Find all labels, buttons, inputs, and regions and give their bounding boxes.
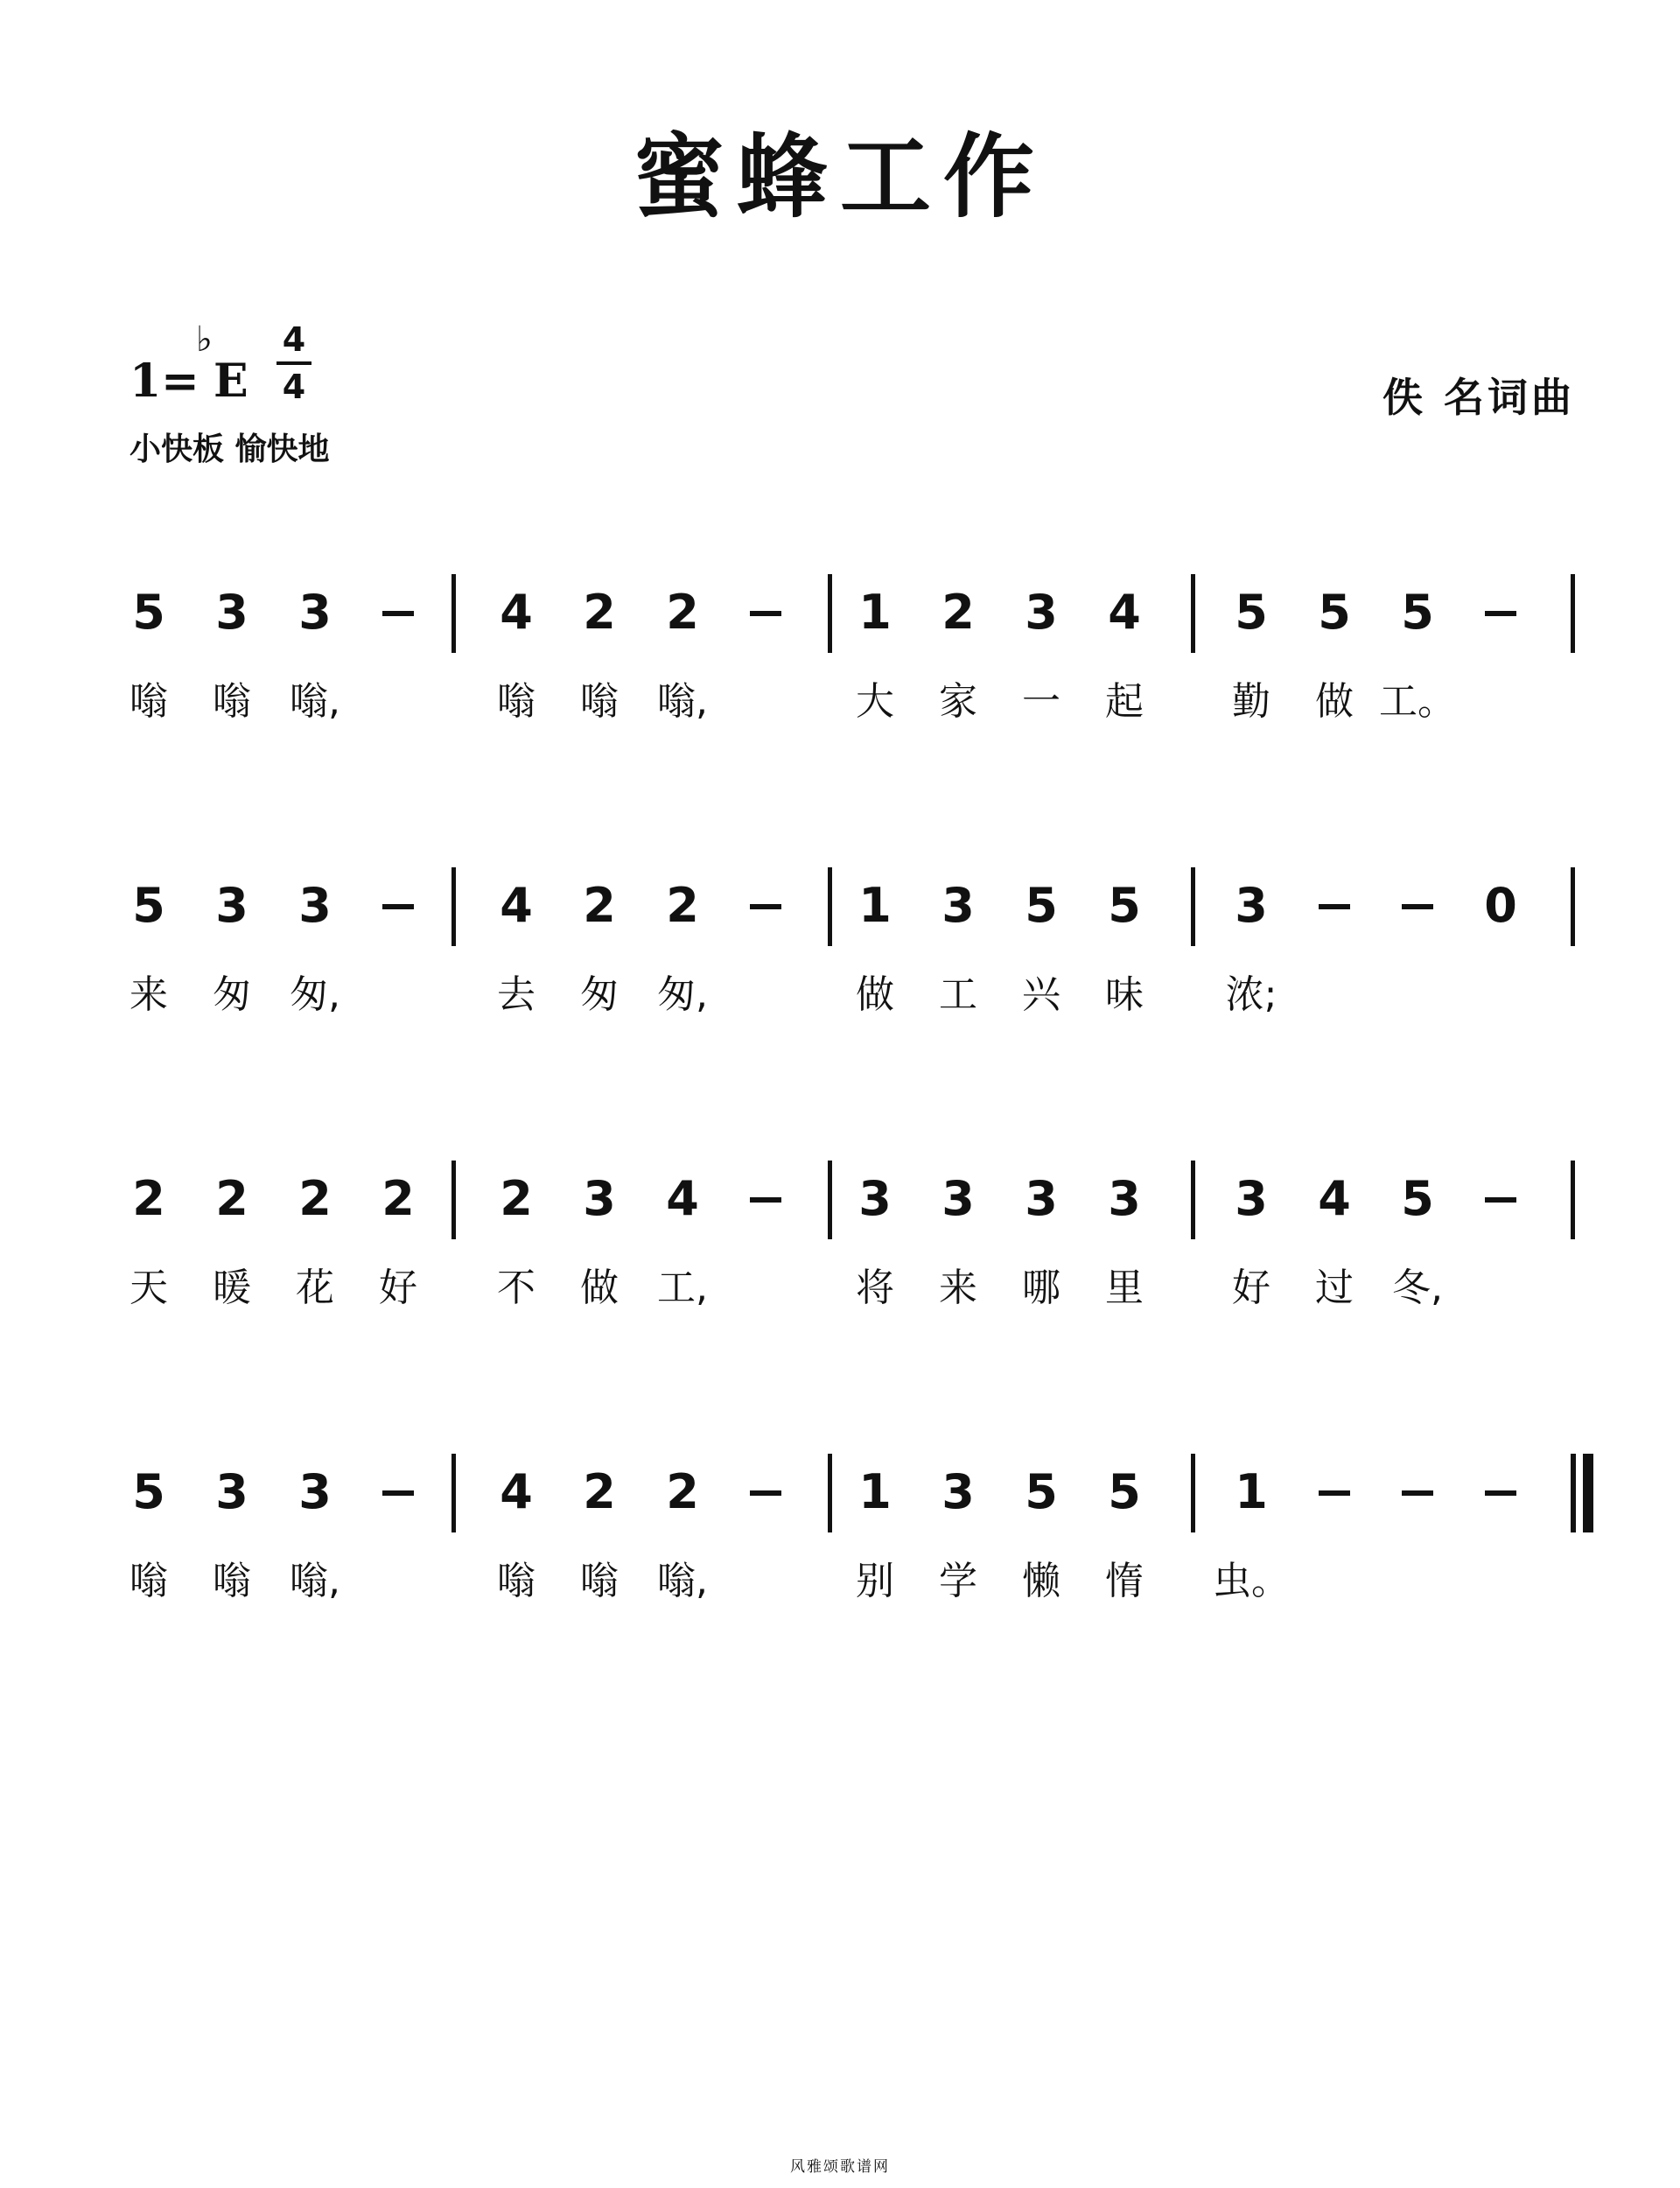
note: 2 <box>132 1171 165 1226</box>
score-system <box>0 871 1680 1046</box>
note: 3 <box>942 1171 975 1226</box>
note: 5 <box>1108 878 1141 933</box>
note: 3 <box>1235 878 1268 933</box>
lyric: 来 <box>130 972 168 1017</box>
note: 3 <box>858 1171 892 1226</box>
lyric: 好 <box>1232 1266 1270 1310</box>
sustain-dash <box>1319 1490 1350 1496</box>
meter-top: 4 <box>282 320 306 359</box>
lyric: 家 <box>939 679 977 724</box>
lyric: 工。 <box>1379 679 1456 724</box>
sustain-dash <box>750 611 781 616</box>
lyric: 匆, <box>657 972 708 1017</box>
note: 3 <box>1108 1171 1141 1226</box>
lyric: 来 <box>939 1266 977 1310</box>
lyric: 工, <box>657 1266 708 1310</box>
lyric: 暖 <box>213 1266 251 1310</box>
lyric: 味 <box>1105 972 1144 1017</box>
barline <box>1571 867 1575 946</box>
barline <box>1571 1161 1575 1239</box>
note: 0 <box>1484 878 1517 933</box>
lyric: 嗡 <box>497 679 536 724</box>
note: 2 <box>215 1171 248 1226</box>
note: 3 <box>215 1464 248 1519</box>
barline <box>452 867 456 946</box>
time-signature <box>276 320 312 406</box>
barline <box>1191 867 1195 946</box>
lyric: 冬, <box>1392 1266 1443 1310</box>
sustain-dash <box>1402 1490 1433 1496</box>
sustain-dash <box>382 904 414 909</box>
lyric: 一 <box>1022 679 1060 724</box>
lyric: 勤 <box>1232 679 1270 724</box>
note: 5 <box>132 878 165 933</box>
lyric: 天 <box>130 1266 168 1310</box>
flat-icon: ♭ <box>196 319 213 360</box>
lyric: 惰 <box>1105 1559 1144 1603</box>
note: 4 <box>500 585 533 640</box>
note: 5 <box>1318 585 1351 640</box>
lyric: 嗡 <box>213 1559 251 1603</box>
lyric: 嗡 <box>130 679 168 724</box>
note: 5 <box>1235 585 1268 640</box>
sustain-dash <box>750 1197 781 1203</box>
lyric: 花 <box>296 1266 334 1310</box>
lyric: 去 <box>497 972 536 1017</box>
barline <box>1571 574 1575 653</box>
lyric: 嗡, <box>290 1559 340 1603</box>
score-system <box>0 1164 1680 1339</box>
barline <box>828 1454 832 1532</box>
barline <box>1191 1161 1195 1239</box>
note: 3 <box>583 1171 616 1226</box>
barline <box>452 1161 456 1239</box>
note: 3 <box>298 878 332 933</box>
note: 4 <box>500 878 533 933</box>
note: 3 <box>298 1464 332 1519</box>
sustain-dash <box>1485 1490 1516 1496</box>
lyric: 将 <box>856 1266 894 1310</box>
sustain-dash <box>382 1490 414 1496</box>
sustain-dash <box>1485 1197 1516 1203</box>
note: 3 <box>298 585 332 640</box>
lyric: 匆 <box>580 972 619 1017</box>
note: 1 <box>1235 1464 1268 1519</box>
note: 5 <box>1025 1464 1058 1519</box>
lyric: 虫。 <box>1213 1559 1290 1603</box>
lyric: 匆, <box>290 972 340 1017</box>
note: 2 <box>583 585 616 640</box>
note: 2 <box>298 1171 332 1226</box>
key-do: 1= <box>130 354 200 408</box>
final-barline-thick <box>1583 1454 1593 1532</box>
lyric: 起 <box>1105 679 1144 724</box>
lyric: 做 <box>580 1266 619 1310</box>
lyric: 学 <box>939 1559 977 1603</box>
tempo-marking: 小快板 愉快地 <box>130 431 330 467</box>
lyric: 别 <box>856 1559 894 1603</box>
score-system <box>0 1457 1680 1632</box>
note: 3 <box>1235 1171 1268 1226</box>
lyric: 嗡, <box>657 679 708 724</box>
barline <box>828 574 832 653</box>
sustain-dash <box>750 904 781 909</box>
note: 5 <box>132 1464 165 1519</box>
note: 3 <box>215 878 248 933</box>
lyric: 做 <box>856 972 894 1017</box>
lyric: 大 <box>856 679 894 724</box>
sustain-dash <box>1402 904 1433 909</box>
lyric: 嗡 <box>497 1559 536 1603</box>
barline <box>1191 1454 1195 1532</box>
note: 3 <box>942 878 975 933</box>
note: 4 <box>1108 585 1141 640</box>
note: 2 <box>500 1171 533 1226</box>
note: 5 <box>1401 585 1434 640</box>
lyric: 嗡, <box>290 679 340 724</box>
key-tone: E <box>214 354 248 408</box>
lyric: 懒 <box>1022 1559 1060 1603</box>
lyric: 工 <box>939 972 977 1017</box>
note: 2 <box>666 878 699 933</box>
note: 4 <box>1318 1171 1351 1226</box>
note: 1 <box>858 878 892 933</box>
note: 5 <box>1401 1171 1434 1226</box>
lyric: 兴 <box>1022 972 1060 1017</box>
note: 2 <box>666 585 699 640</box>
meter-bottom: 4 <box>282 368 306 406</box>
lyric: 好 <box>379 1266 417 1310</box>
note: 3 <box>942 1464 975 1519</box>
note: 3 <box>1025 585 1058 640</box>
barline <box>828 1161 832 1239</box>
meter-line <box>276 361 312 365</box>
lyric: 嗡 <box>580 1559 619 1603</box>
note: 5 <box>1025 878 1058 933</box>
note: 3 <box>215 585 248 640</box>
lyric: 做 <box>1315 679 1354 724</box>
lyric: 嗡 <box>213 679 251 724</box>
score-system <box>0 578 1680 753</box>
note: 3 <box>1025 1171 1058 1226</box>
note: 2 <box>666 1464 699 1519</box>
note: 2 <box>942 585 975 640</box>
sustain-dash <box>382 611 414 616</box>
barline <box>828 867 832 946</box>
sustain-dash <box>1319 904 1350 909</box>
note: 1 <box>858 585 892 640</box>
lyric: 匆 <box>213 972 251 1017</box>
sustain-dash <box>1485 611 1516 616</box>
barline <box>452 574 456 653</box>
lyric: 过 <box>1315 1266 1354 1310</box>
credit: 佚 名词曲 <box>1382 374 1575 421</box>
note: 5 <box>132 585 165 640</box>
lyric: 浓; <box>1225 972 1278 1017</box>
song-title: 蜜蜂工作 <box>633 123 1046 230</box>
note: 4 <box>500 1464 533 1519</box>
lyric: 里 <box>1105 1266 1144 1310</box>
lyric: 嗡 <box>580 679 619 724</box>
footer: 风雅颂歌谱网 <box>790 2158 890 2176</box>
note: 2 <box>382 1171 415 1226</box>
lyric: 嗡 <box>130 1559 168 1603</box>
note: 1 <box>858 1464 892 1519</box>
barline <box>1191 574 1195 653</box>
note: 4 <box>666 1171 699 1226</box>
final-barline-thin <box>1571 1454 1576 1532</box>
lyric: 嗡, <box>657 1559 708 1603</box>
sustain-dash <box>750 1490 781 1496</box>
lyric: 不 <box>497 1266 536 1310</box>
note: 2 <box>583 1464 616 1519</box>
lyric: 哪 <box>1022 1266 1060 1310</box>
note: 5 <box>1108 1464 1141 1519</box>
barline <box>452 1454 456 1532</box>
note: 2 <box>583 878 616 933</box>
